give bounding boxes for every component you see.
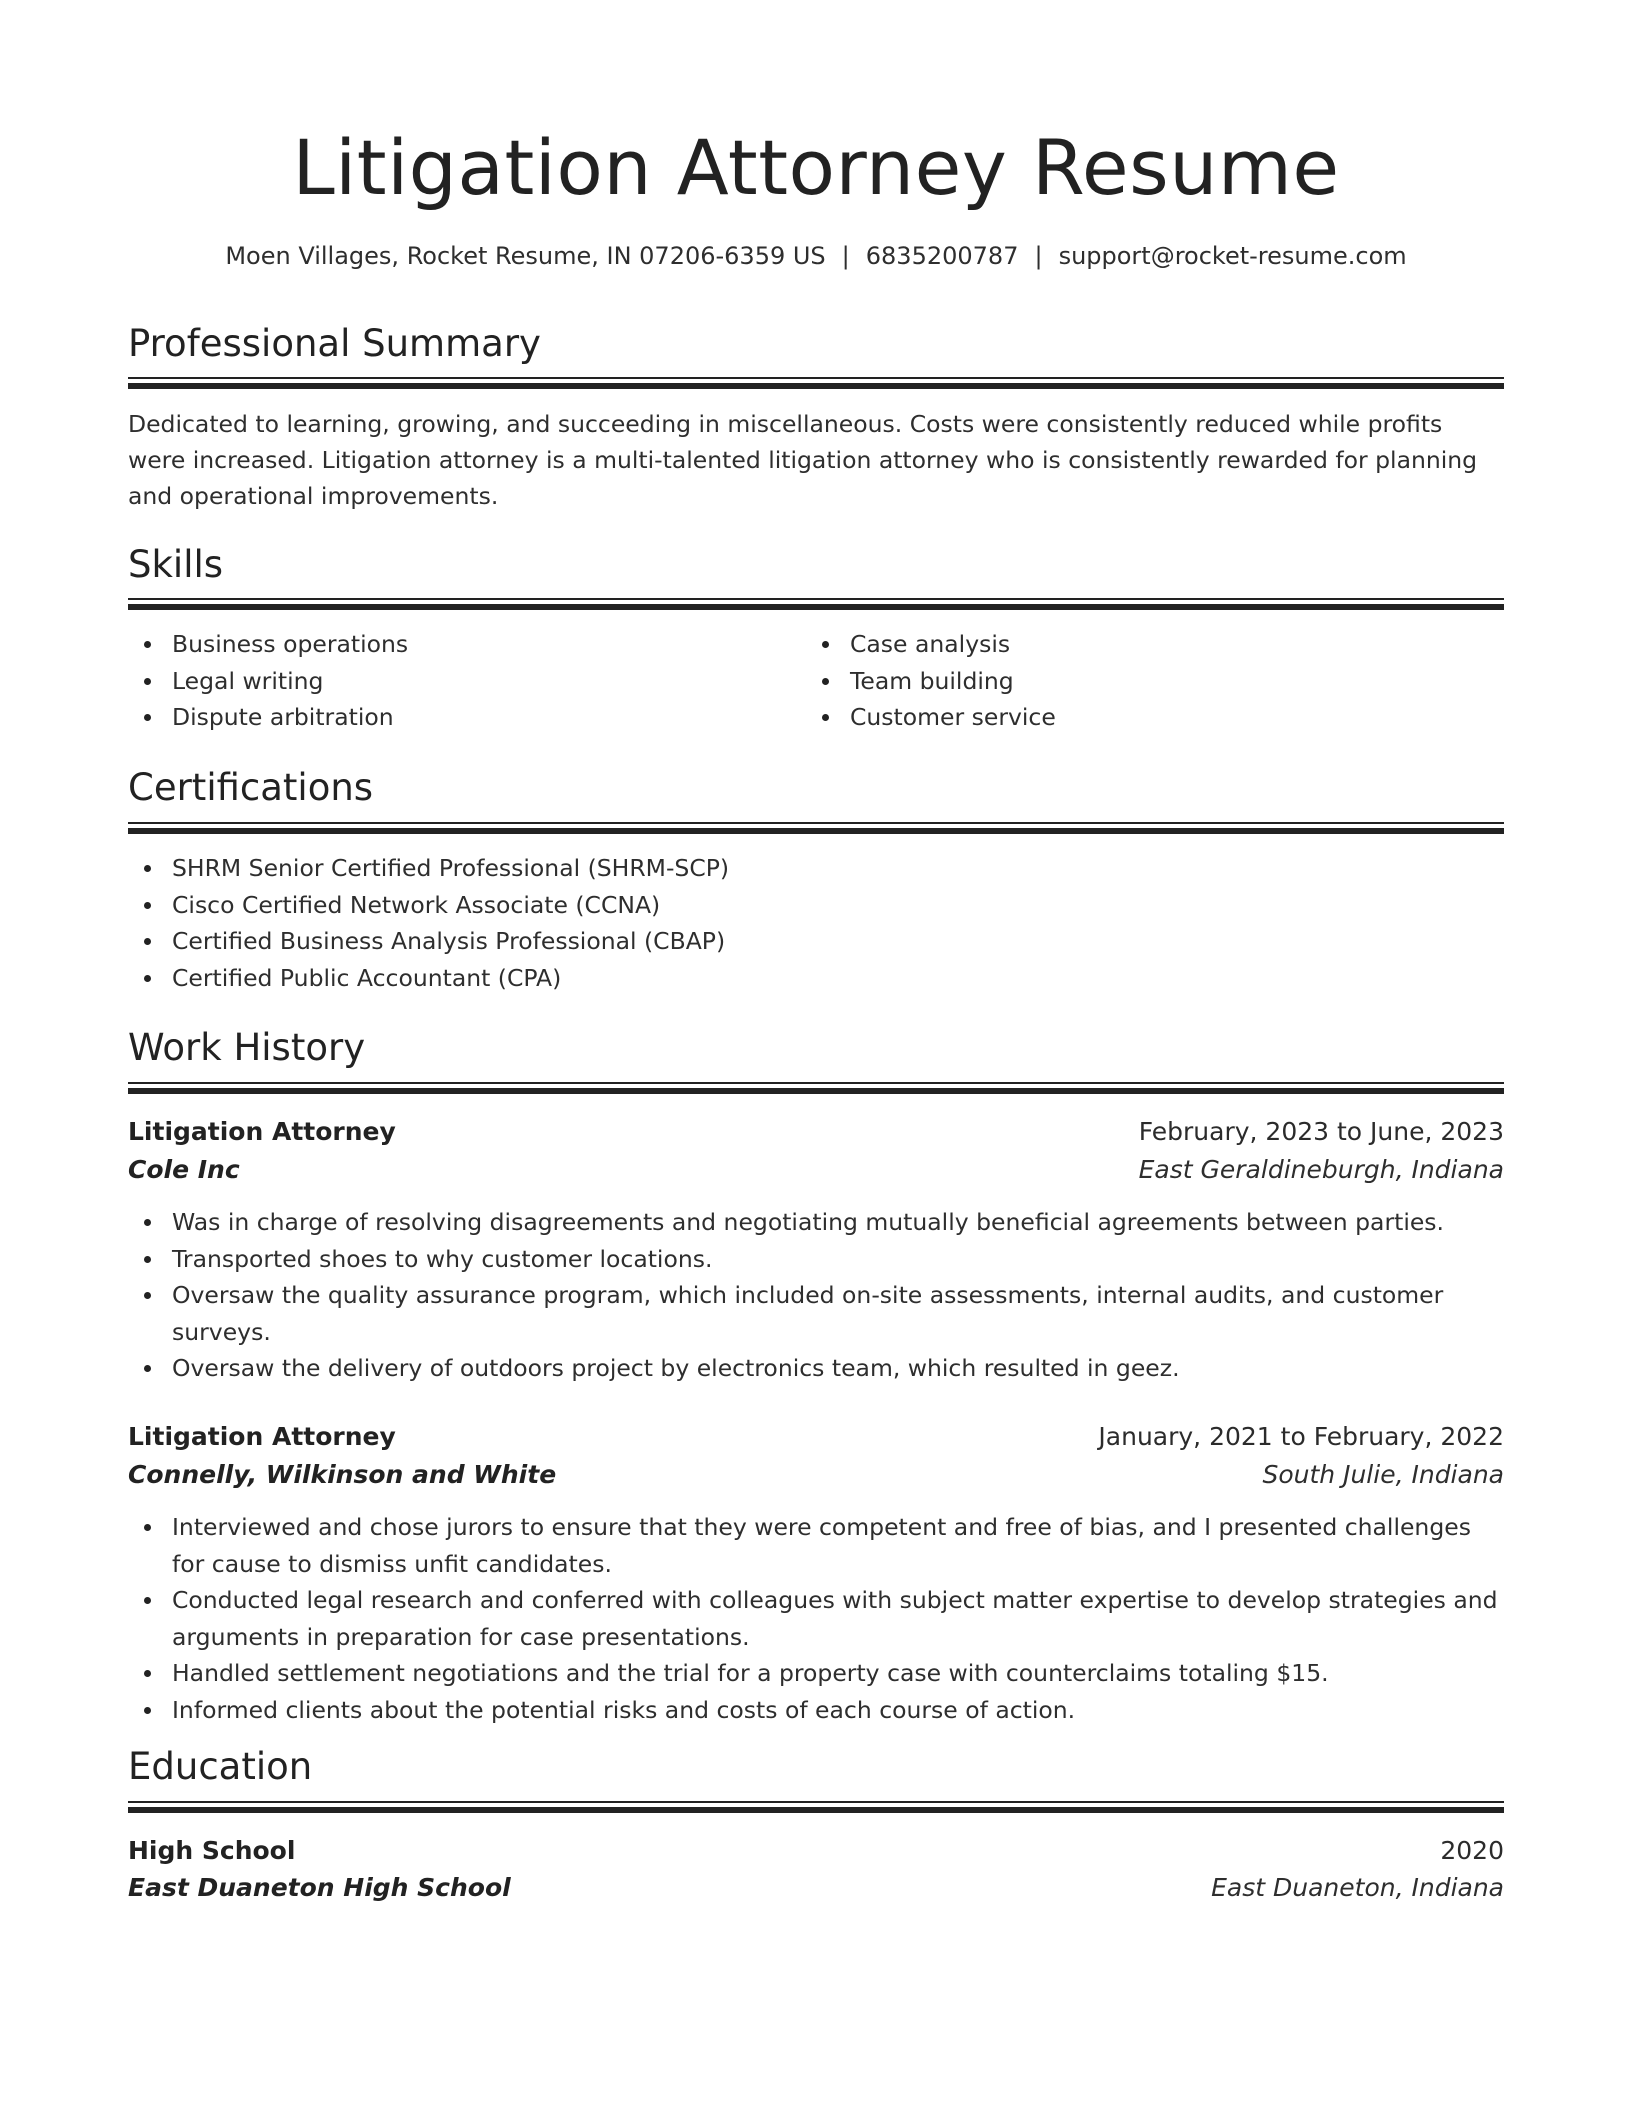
education-subheader bbox=[128, 1868, 1504, 1908]
certification-item: SHRM Senior Certified Professional (SHRM-SCP) bbox=[172, 850, 1504, 887]
education-location: East Duaneton, Indiana bbox=[1211, 1873, 1504, 1902]
job-title: Litigation Attorney bbox=[128, 1117, 396, 1146]
section-divider bbox=[128, 377, 1504, 389]
certifications-heading: Certifications bbox=[128, 766, 374, 809]
job-bullets bbox=[128, 1204, 1504, 1387]
job-header bbox=[128, 1417, 1504, 1457]
section-divider bbox=[128, 822, 1504, 834]
resume-title: Litigation Attorney Resume bbox=[292, 123, 1340, 212]
certification-item: Cisco Certified Network Associate (CCNA) bbox=[172, 887, 1504, 924]
job-bullets bbox=[128, 1509, 1504, 1728]
job-bullet: Transported shoes to why customer locations. bbox=[172, 1241, 1504, 1278]
skill-item: Dispute arbitration bbox=[172, 699, 812, 736]
summary-text: Dedicated to learning, growing, and succeeding in miscellaneous. Costs were consistently reduced while profits were increased. Litigation attorney is a multi-talented litigation attorney who is consistently rewarded for planning and operational improvements. bbox=[128, 410, 1478, 510]
education-header bbox=[128, 1831, 1504, 1871]
education-school: East Duaneton High School bbox=[128, 1873, 511, 1902]
job-dates: January, 2021 to February, 2022 bbox=[1098, 1422, 1504, 1451]
certification-item: Certified Business Analysis Professional (CBAP) bbox=[172, 923, 1504, 960]
job-bullet: Handled settlement negotiations and the trial for a property case with counterclaims totaling $15. bbox=[172, 1655, 1504, 1692]
contact-separator: | bbox=[1034, 242, 1043, 270]
job-bullet: Oversaw the quality assurance program, which included on-site assessments, internal audits, and customer surveys. bbox=[172, 1277, 1504, 1350]
job-subheader bbox=[128, 1455, 1504, 1495]
section-divider bbox=[128, 1801, 1504, 1813]
job-bullet: Conducted legal research and conferred with colleagues with subject matter expertise to develop strategies and arguments in preparation for case presentations. bbox=[172, 1582, 1504, 1655]
job-location: South Julie, Indiana bbox=[1262, 1460, 1504, 1489]
contact-phone: 6835200787 bbox=[865, 242, 1019, 270]
contact-email: support@rocket-resume.com bbox=[1058, 242, 1407, 270]
job-subheader bbox=[128, 1150, 1504, 1190]
skill-item: Customer service bbox=[850, 699, 1490, 736]
section-divider bbox=[128, 598, 1504, 610]
job-company: Connelly, Wilkinson and White bbox=[128, 1460, 557, 1489]
job-bullet: Interviewed and chose jurors to ensure that they were competent and free of bias, and I presented challenges for cause to dismiss unfit candidates. bbox=[172, 1509, 1504, 1582]
skill-item: Business operations bbox=[172, 626, 812, 663]
skill-item: Case analysis bbox=[850, 626, 1490, 663]
job-location: East Geraldineburgh, Indiana bbox=[1138, 1155, 1504, 1184]
job-bullet: Informed clients about the potential risks and costs of each course of action. bbox=[172, 1692, 1504, 1729]
certification-item: Certified Public Accountant (CPA) bbox=[172, 960, 1504, 997]
certifications-list bbox=[128, 850, 1504, 996]
skills-list-left bbox=[128, 626, 812, 736]
job-header bbox=[128, 1112, 1504, 1152]
education-heading: Education bbox=[128, 1745, 313, 1788]
skills-heading: Skills bbox=[128, 543, 224, 586]
job-dates: February, 2023 to June, 2023 bbox=[1138, 1117, 1504, 1146]
contact-address: Moen Villages, Rocket Resume, IN 07206-6359 US bbox=[225, 242, 826, 270]
section-divider bbox=[128, 1082, 1504, 1094]
skill-item: Legal writing bbox=[172, 663, 812, 700]
work-history-heading: Work History bbox=[128, 1026, 366, 1069]
education-year: 2020 bbox=[1440, 1836, 1504, 1865]
skills-list-right bbox=[806, 626, 1490, 736]
job-bullet: Was in charge of resolving disagreements and negotiating mutually beneficial agreements between parties. bbox=[172, 1204, 1504, 1241]
contact-line bbox=[128, 238, 1504, 274]
summary-heading: Professional Summary bbox=[128, 322, 541, 365]
education-degree: High School bbox=[128, 1836, 296, 1865]
job-company: Cole Inc bbox=[128, 1155, 240, 1184]
skill-item: Team building bbox=[850, 663, 1490, 700]
contact-separator: | bbox=[841, 242, 850, 270]
job-title: Litigation Attorney bbox=[128, 1422, 396, 1451]
job-bullet: Oversaw the delivery of outdoors project by electronics team, which resulted in geez. bbox=[172, 1350, 1504, 1387]
